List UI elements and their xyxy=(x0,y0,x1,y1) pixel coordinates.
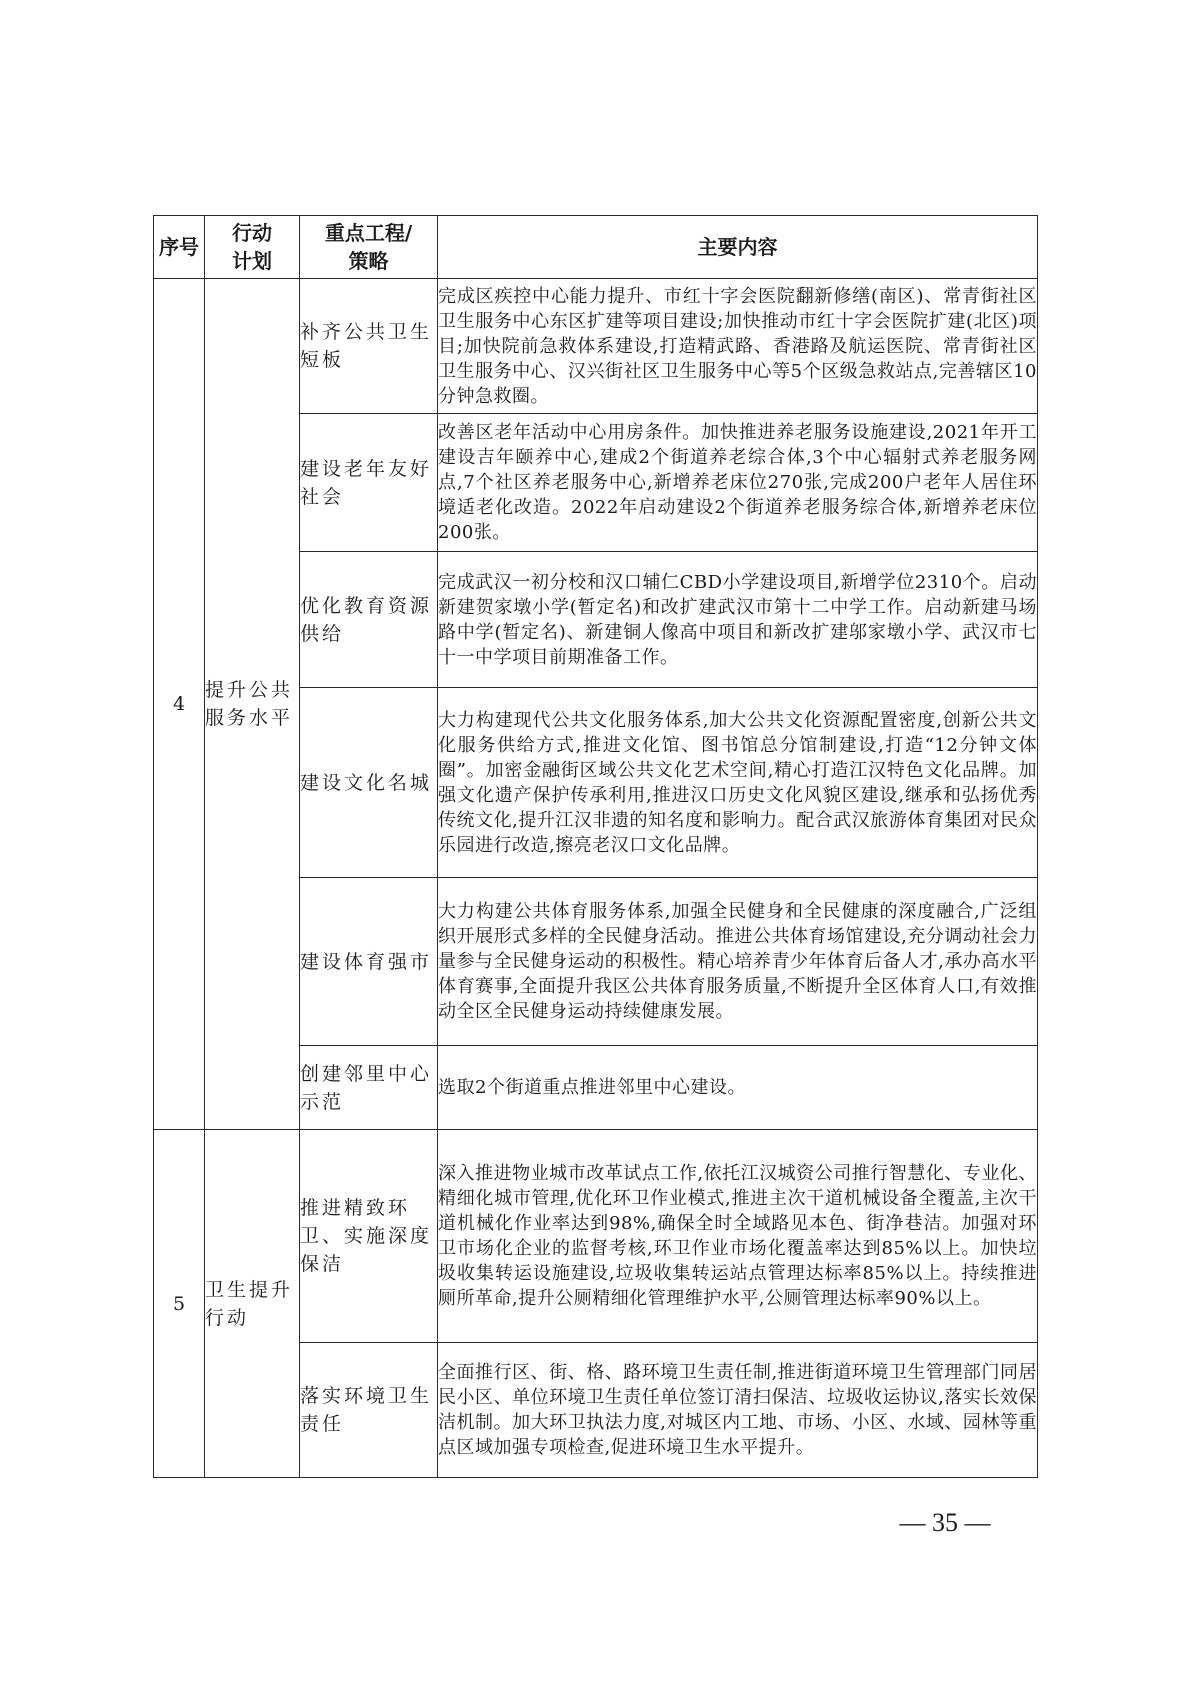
row-project: 优化教育资源供给 xyxy=(300,552,438,688)
row-seq: 4 xyxy=(154,279,205,1130)
table-header-row xyxy=(154,216,1038,279)
header-project: 重点工程/ 策略 xyxy=(300,216,438,279)
row-content: 完成区疾控中心能力提升、市红十字会医院翻新修缮(南区)、常青街社区卫生服务中心东区扩建等项目建设;加快推动市红十字会医院扩建(北区)项目;加快院前急救体系建设,打造精武路、香港路及航运医院、常青街社区卫生服务中心、汉兴街社区卫生服务中心等5个区级急救站点,完善辖区10分钟急救圈。 xyxy=(438,279,1038,414)
row-content: 大力构建公共体育服务体系,加强全民健身和全民健康的深度融合,广泛组织开展形式多样的全民健身活动。推进公共体育场馆建设,充分调动社会力量参与全民健身运动的积极性。精心培养青少年体育后备人才,承办高水平体育赛事,全面提升我区公共体育服务质量,不断提升全区体育人口,有效推动全区全民健身运动持续健康发展。 xyxy=(438,878,1038,1046)
page-number: — 35 — xyxy=(899,1508,991,1537)
row-content: 完成武汉一初分校和汉口辅仁CBD小学建设项目,新增学位2310个。启动新建贺家墩小学(暂定名)和改扩建武汉市第十二中学工作。启动新建马场路中学(暂定名)、新建铜人像高中项目和新改扩建邬家墩小学、武汉市七十一中学项目前期准备工作。 xyxy=(438,552,1038,688)
row-project: 创建邻里中心示范 xyxy=(300,1046,438,1130)
header-seq: 序号 xyxy=(154,216,205,279)
row-project: 建设文化名城 xyxy=(300,688,438,878)
row-action: 提升公共服务水平 xyxy=(205,279,300,1130)
row-project: 建设体育强市 xyxy=(300,878,438,1046)
plan-table xyxy=(153,215,1038,1478)
row-content: 大力构建现代公共文化服务体系,加大公共文化资源配置密度,创新公共文化服务供给方式,推进文化馆、图书馆总分馆制建设,打造“12分钟文体圈”。加密金融街区域公共文化艺术空间,精心打造江汉特色文化品牌。加强文化遗产保护传承利用,推进汉口历史文化风貌区建设,继承和弘扬优秀传统文化,提升江汉非遗的知名度和影响力。配合武汉旅游体育集团对民众乐园进行改造,擦亮老汉口文化品牌。 xyxy=(438,688,1038,878)
row-project: 推进精致环卫、实施深度保洁 xyxy=(300,1130,438,1343)
row-content: 改善区老年活动中心用房条件。加快推进养老服务设施建设,2021年开工建设吉年颐养中心,建成2个街道养老综合体,3个中心辐射式养老服务网点,7个社区养老服务中心,新增养老床位270张,完成200户老年人居住环境适老化改造。2022年启动建设2个街道养老服务综合体,新增养老床位200张。 xyxy=(438,414,1038,552)
row-seq: 5 xyxy=(154,1130,205,1478)
header-content: 主要内容 xyxy=(438,216,1038,279)
row-content: 深入推进物业城市改革试点工作,依托江汉城资公司推行智慧化、专业化、精细化城市管理,优化环卫作业模式,推进主次干道机械设备全覆盖,主次干道机械化作业率达到98%,确保全时全域路见本色、街净巷洁。加强对环卫市场化企业的监督考核,环卫作业市场化覆盖率达到85%以上。加快垃圾收集转运设施建设,垃圾收集转运站点管理达标率85%以上。持续推进厕所革命,提升公厕精细化管理维护水平,公厕管理达标率90%以上。 xyxy=(438,1130,1038,1343)
row-content: 全面推行区、街、格、路环境卫生责任制,推进街道环境卫生管理部门同居民小区、单位环境卫生责任单位签订清扫保洁、垃圾收运协议,落实长效保洁机制。加大环卫执法力度,对城区内工地、市场、小区、水域、园林等重点区域加强专项检查,促进环境卫生水平提升。 xyxy=(438,1343,1038,1478)
table-row xyxy=(154,279,1038,414)
row-project: 建设老年友好社会 xyxy=(300,414,438,552)
row-content: 选取2个街道重点推进邻里中心建设。 xyxy=(438,1046,1038,1130)
row-project: 落实环境卫生责任 xyxy=(300,1343,438,1478)
header-action: 行动 计划 xyxy=(205,216,300,279)
row-project: 补齐公共卫生短板 xyxy=(300,279,438,414)
row-action: 卫生提升行动 xyxy=(205,1130,300,1478)
table-row xyxy=(154,1130,1038,1343)
